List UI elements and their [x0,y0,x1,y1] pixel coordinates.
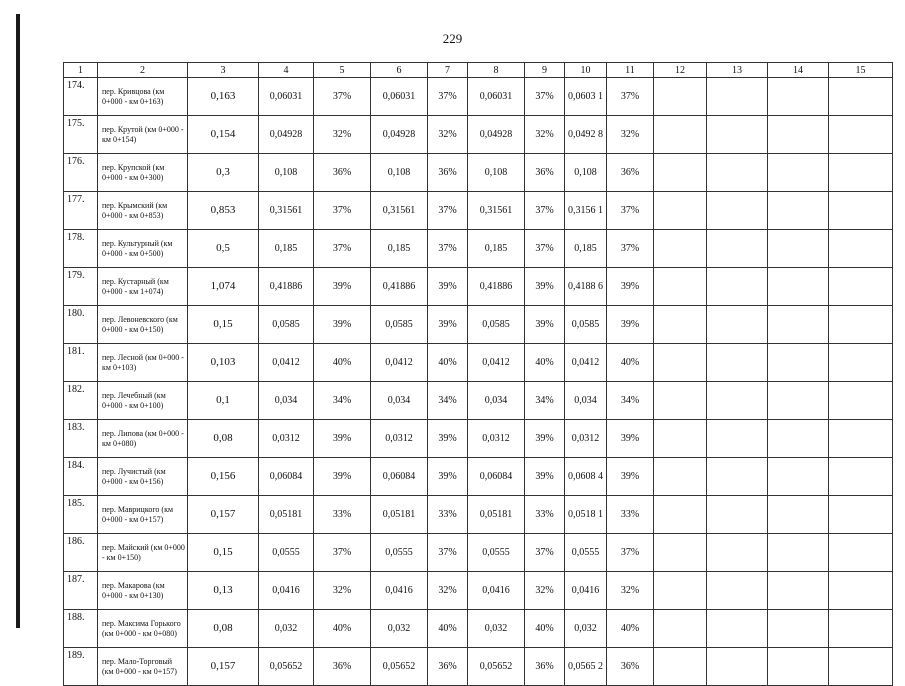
road-name-cell: пер. Левоневского (км 0+000 - км 0+150) [98,306,188,344]
table-cell: 0,06031 [371,78,428,116]
column-header-5: 5 [314,63,371,78]
table-cell: 0,41886 [468,268,525,306]
table-cell: 36% [428,648,468,686]
table-cell: 0,3 [188,154,259,192]
table-cell: 39% [428,420,468,458]
table-cell: 36% [314,648,371,686]
column-header-1: 1 [64,63,98,78]
table-cell [829,420,893,458]
table-cell: 32% [314,572,371,610]
table-cell: 39% [525,458,565,496]
table-cell: 39% [525,306,565,344]
table-cell: 0,0555 [371,534,428,572]
table-cell: 37% [607,534,654,572]
table-cell: 39% [525,268,565,306]
table-cell [768,572,829,610]
table-cell: 0,034 [371,382,428,420]
row-number-cell: 179. [64,268,98,306]
table-cell: 0,06031 [468,78,525,116]
table-cell: 0,0412 [468,344,525,382]
table-cell [768,78,829,116]
table-cell: 0,108 [468,154,525,192]
table-cell [829,230,893,268]
table-cell [654,458,707,496]
table-cell: 39% [428,268,468,306]
table-cell [654,78,707,116]
table-cell: 37% [314,230,371,268]
table-cell [768,154,829,192]
table-cell: 33% [428,496,468,534]
page-number: 229 [442,31,463,46]
row-number-cell: 186. [64,534,98,572]
table-cell: 37% [525,230,565,268]
table-cell: 0,185 [371,230,428,268]
table-cell [768,534,829,572]
table-cell: 0,032 [371,610,428,648]
table-cell [768,116,829,154]
table-cell [829,648,893,686]
table-cell: 0,0492 8 [565,116,607,154]
roads-table [63,62,893,686]
column-header-9: 9 [525,63,565,78]
column-header-14: 14 [768,63,829,78]
table-cell: 0,0518 1 [565,496,607,534]
table-cell: 36% [607,154,654,192]
table-cell: 0,0412 [565,344,607,382]
column-header-12: 12 [654,63,707,78]
page-binding-edge [16,14,20,628]
table-cell: 37% [607,192,654,230]
table-cell: 0,5 [188,230,259,268]
table-cell: 0,034 [468,382,525,420]
column-header-6: 6 [371,63,428,78]
table-cell: 37% [428,230,468,268]
table-cell: 0,108 [259,154,314,192]
table-cell: 0,0555 [565,534,607,572]
table-cell: 0,0416 [565,572,607,610]
row-number-cell: 181. [64,344,98,382]
table-row [64,610,893,648]
table-row [64,154,893,192]
table-cell: 0,0555 [259,534,314,572]
table-cell: 34% [314,382,371,420]
table-cell: 0,163 [188,78,259,116]
header-row [64,63,893,78]
table-cell [654,534,707,572]
table-cell: 0,0565 2 [565,648,607,686]
table-cell [707,648,768,686]
table-cell: 0,0312 [371,420,428,458]
table-cell: 0,04928 [468,116,525,154]
table-cell: 0,04928 [371,116,428,154]
table-row [64,420,893,458]
road-name-cell: пер. Крымский (км 0+000 - км 0+853) [98,192,188,230]
table-cell [768,192,829,230]
table-cell [829,116,893,154]
table-cell [829,306,893,344]
road-name-cell: пер. Майский (км 0+000 - км 0+150) [98,534,188,572]
table-cell: 0,0312 [468,420,525,458]
table-cell [768,382,829,420]
table-cell: 0,1 [188,382,259,420]
table-cell: 39% [525,420,565,458]
table-row [64,268,893,306]
table-cell: 39% [314,268,371,306]
table-cell: 0,41886 [259,268,314,306]
road-name-cell: пер. Крутой (км 0+000 - км 0+154) [98,116,188,154]
table-cell: 32% [428,572,468,610]
table-cell [707,496,768,534]
table-cell [707,154,768,192]
table-cell [768,458,829,496]
table-cell: 0,0412 [371,344,428,382]
table-cell: 0,034 [259,382,314,420]
table-cell: 0,31561 [371,192,428,230]
table-cell [654,648,707,686]
table-cell: 0,06084 [371,458,428,496]
table-cell: 37% [525,534,565,572]
table-cell: 32% [314,116,371,154]
table-cell: 0,185 [468,230,525,268]
table-cell: 0,08 [188,420,259,458]
table-cell: 37% [607,78,654,116]
table-cell: 40% [525,344,565,382]
table-cell: 0,154 [188,116,259,154]
table-cell: 0,108 [371,154,428,192]
table-cell [829,78,893,116]
table-cell [768,344,829,382]
table-cell [829,192,893,230]
table-cell: 0,05181 [371,496,428,534]
row-number-cell: 188. [64,610,98,648]
row-number-cell: 182. [64,382,98,420]
table-cell [654,496,707,534]
table-cell [654,420,707,458]
table-row [64,496,893,534]
table-cell: 0,853 [188,192,259,230]
table-row [64,458,893,496]
table-cell: 0,0416 [468,572,525,610]
table-cell [707,420,768,458]
row-number-cell: 187. [64,572,98,610]
row-number-cell: 189. [64,648,98,686]
column-header-11: 11 [607,63,654,78]
table-cell [707,458,768,496]
table-cell [707,382,768,420]
table-cell [829,154,893,192]
table-cell: 0,05652 [371,648,428,686]
table-cell [829,610,893,648]
table-cell: 34% [525,382,565,420]
table-cell: 0,3156 1 [565,192,607,230]
column-header-8: 8 [468,63,525,78]
table-cell [829,382,893,420]
row-number-cell: 183. [64,420,98,458]
table-cell: 37% [428,534,468,572]
table-cell: 0,0603 1 [565,78,607,116]
road-name-cell: пер. Лесной (км 0+000 - км 0+103) [98,344,188,382]
table-cell: 0,157 [188,496,259,534]
table-cell: 0,06084 [468,458,525,496]
row-number-cell: 178. [64,230,98,268]
table-cell: 0,0585 [371,306,428,344]
table-cell: 37% [525,78,565,116]
table-cell [654,192,707,230]
table-cell [707,192,768,230]
road-name-cell: пер. Кустарный (км 0+000 - км 1+074) [98,268,188,306]
table-cell: 36% [314,154,371,192]
row-number-cell: 175. [64,116,98,154]
table-cell: 0,185 [565,230,607,268]
table-cell: 0,05181 [468,496,525,534]
table-cell: 0,032 [468,610,525,648]
road-name-cell: пер. Макарова (км 0+000 - км 0+130) [98,572,188,610]
table-cell: 0,103 [188,344,259,382]
row-number-cell: 185. [64,496,98,534]
table-cell [654,268,707,306]
table-cell: 0,4188 6 [565,268,607,306]
table-cell: 39% [314,420,371,458]
table-cell [707,344,768,382]
table-cell [829,496,893,534]
table-cell [707,116,768,154]
table-cell: 37% [607,230,654,268]
table-cell: 40% [607,610,654,648]
table-cell: 1,074 [188,268,259,306]
table-cell: 32% [607,116,654,154]
table-cell [654,572,707,610]
table-cell: 39% [314,306,371,344]
table-row [64,648,893,686]
table-cell: 34% [428,382,468,420]
table-cell: 0,0585 [565,306,607,344]
column-header-3: 3 [188,63,259,78]
table-cell [654,154,707,192]
row-number-cell: 180. [64,306,98,344]
table-cell: 33% [607,496,654,534]
table-cell: 0,0416 [371,572,428,610]
table-cell [768,268,829,306]
table-cell: 39% [428,458,468,496]
table-row [64,116,893,154]
table-cell: 37% [525,192,565,230]
table-cell: 33% [314,496,371,534]
table-cell [829,572,893,610]
table-cell: 36% [525,648,565,686]
table-row [64,572,893,610]
row-number-cell: 177. [64,192,98,230]
table-cell: 37% [314,534,371,572]
table-cell: 39% [607,268,654,306]
road-name-cell: пер. Кривцова (км 0+000 - км 0+163) [98,78,188,116]
column-header-7: 7 [428,63,468,78]
table-cell: 40% [607,344,654,382]
table-row [64,382,893,420]
table-cell: 0,034 [565,382,607,420]
table-cell: 0,15 [188,534,259,572]
table-cell: 37% [314,192,371,230]
table-cell: 40% [428,610,468,648]
table-cell [707,534,768,572]
table-cell: 0,31561 [468,192,525,230]
table-cell: 0,0312 [565,420,607,458]
table-body [64,78,893,686]
table-cell: 0,032 [259,610,314,648]
road-name-cell: пер. Маврицкого (км 0+000 - км 0+157) [98,496,188,534]
table-cell: 0,0555 [468,534,525,572]
table-cell: 0,185 [259,230,314,268]
table-cell: 0,156 [188,458,259,496]
table-cell: 36% [525,154,565,192]
table-row [64,78,893,116]
table-cell [654,382,707,420]
table-cell: 40% [314,344,371,382]
table-cell: 0,0608 4 [565,458,607,496]
table-cell: 33% [525,496,565,534]
table-cell: 37% [428,192,468,230]
road-name-cell: пер. Лечебный (км 0+000 - км 0+100) [98,382,188,420]
road-name-cell: пер. Мало-Торговый (км 0+000 - км 0+157) [98,648,188,686]
table-cell: 32% [525,116,565,154]
table-cell [829,458,893,496]
table-cell [768,230,829,268]
table-cell: 40% [314,610,371,648]
table-cell: 0,08 [188,610,259,648]
table-cell: 0,108 [565,154,607,192]
table-cell: 40% [428,344,468,382]
table-cell: 0,06031 [259,78,314,116]
table-cell: 0,13 [188,572,259,610]
table-cell: 0,06084 [259,458,314,496]
table-cell: 36% [607,648,654,686]
table-cell: 39% [314,458,371,496]
table-cell: 0,0585 [259,306,314,344]
row-number-cell: 184. [64,458,98,496]
table-cell [654,344,707,382]
table-cell: 32% [525,572,565,610]
table-cell: 0,04928 [259,116,314,154]
table-cell [707,610,768,648]
table-cell: 32% [607,572,654,610]
table-cell: 37% [428,78,468,116]
table-row [64,230,893,268]
road-name-cell: пер. Максима Горького (км 0+000 - км 0+080) [98,610,188,648]
table-cell: 0,05181 [259,496,314,534]
table-cell [707,268,768,306]
table-cell [829,534,893,572]
table-cell [768,306,829,344]
table-cell [829,268,893,306]
table-cell: 34% [607,382,654,420]
column-header-2: 2 [98,63,188,78]
table-cell: 39% [607,420,654,458]
table-row [64,534,893,572]
table-cell: 0,15 [188,306,259,344]
table-cell: 40% [525,610,565,648]
column-header-4: 4 [259,63,314,78]
column-header-13: 13 [707,63,768,78]
table-cell [654,610,707,648]
road-name-cell: пер. Культурный (км 0+000 - км 0+500) [98,230,188,268]
table-cell: 39% [428,306,468,344]
table-cell: 0,0312 [259,420,314,458]
column-header-10: 10 [565,63,607,78]
table-cell: 0,41886 [371,268,428,306]
table-cell [654,306,707,344]
table-cell: 0,0585 [468,306,525,344]
road-name-cell: пер. Крупской (км 0+000 - км 0+300) [98,154,188,192]
table-cell [654,230,707,268]
table-cell [707,230,768,268]
table-row [64,306,893,344]
table-cell: 0,0416 [259,572,314,610]
table-cell [829,344,893,382]
table-cell: 39% [607,458,654,496]
road-name-cell: пер. Липова (км 0+000 - км 0+080) [98,420,188,458]
row-number-cell: 176. [64,154,98,192]
table-cell [707,78,768,116]
table-cell [768,420,829,458]
table-cell: 36% [428,154,468,192]
table-cell: 37% [314,78,371,116]
table-cell: 0,0412 [259,344,314,382]
table-cell [768,648,829,686]
table-cell: 0,157 [188,648,259,686]
road-name-cell: пер. Лучистый (км 0+000 - км 0+156) [98,458,188,496]
table-cell: 0,05652 [468,648,525,686]
table-cell [707,572,768,610]
table-cell: 0,05652 [259,648,314,686]
table-cell: 0,032 [565,610,607,648]
table-cell [768,610,829,648]
table-cell [707,306,768,344]
table-cell [654,116,707,154]
row-number-cell: 174. [64,78,98,116]
table-cell: 32% [428,116,468,154]
column-header-15: 15 [829,63,893,78]
table-cell: 0,31561 [259,192,314,230]
table-cell [768,496,829,534]
table-row [64,192,893,230]
table-header [64,63,893,78]
table-row [64,344,893,382]
table-cell: 39% [607,306,654,344]
